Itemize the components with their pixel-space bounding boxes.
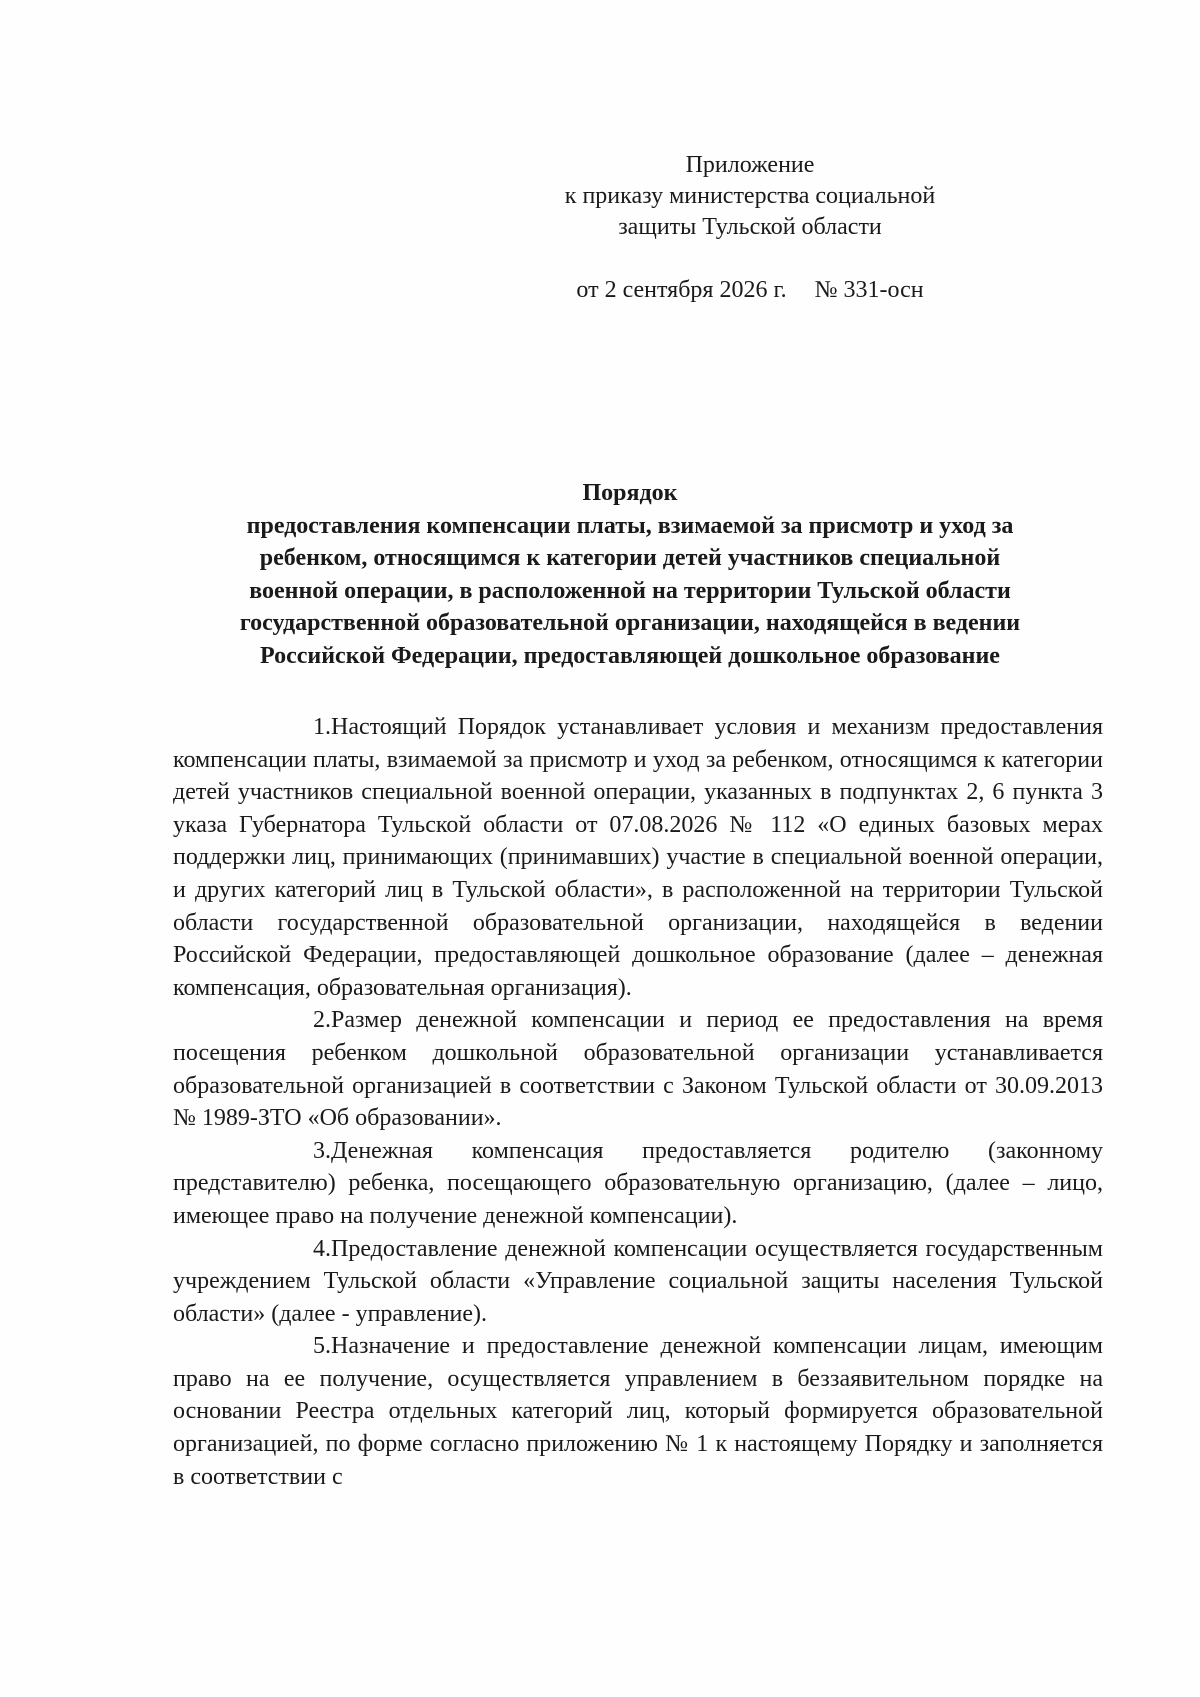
paragraph-number: 3. [313, 1137, 331, 1164]
paragraph-number: 2. [313, 1007, 331, 1034]
annex-header [490, 150, 1010, 306]
document-title [160, 477, 1100, 672]
paragraph-text: Назначение и предоставление денежной компенсации лицам, имеющим право на ее получение, осуществляется управлением в беззаявительном порядке на основании Реестра отдельных категорий лиц, который формируется образовательной организацией, по форме согласно приложению № 1 к настоящему Порядку и заполняется в соответствии с [173, 1333, 1103, 1490]
paragraph-text: Настоящий Порядок устанавливает условия и механизм предоставления компенсации платы, взимаемой за присмотр и уход за ребенком, относящимся к категории детей участников специальной военной операции, указанных в подпунктах 2, 6 пункта 3 указа Губернатора Тульской области от 07.08.2026 № 112 «О единых базовых мерах поддержки лиц, принимающих (принимавших) участие в специальной военной операции, и других категорий лиц в Тульской области», в расположенной на территории Тульской области государственной образовательной организации, находящейся в ведении Российской Федерации, предоставляющей дошкольное образование (далее – денежная компенсация, образовательная организация). [173, 714, 1103, 1001]
order-number: № 331-осн [814, 277, 924, 303]
paragraph-text: Предоставление денежной компенсации осуществляется государственным учреждением Тульской области «Управление социальной защиты населения Тульской области» (далее - управление). [173, 1235, 1103, 1327]
paragraph-number: 4. [313, 1235, 331, 1262]
order-date: от 2 сентября 2026 г. [576, 277, 787, 303]
title-line: ребенком, относящимся к категории детей участников специальной [259, 545, 1001, 571]
document-body [173, 711, 1103, 1493]
paragraph-2 [173, 1004, 1103, 1134]
annex-order-reference: к приказу министерства социальной [564, 183, 936, 209]
paragraph-4 [173, 1233, 1103, 1331]
paragraph-number: 5. [313, 1333, 331, 1360]
paragraph-3 [173, 1135, 1103, 1233]
paragraph-5 [173, 1330, 1103, 1493]
paragraph-1 [173, 711, 1103, 1004]
annex-ministry-name: защиты Тульской области [618, 214, 882, 240]
paragraph-number: 1. [313, 714, 331, 740]
title-heading: Порядок [582, 480, 678, 506]
title-line: государственной образовательной организации, находящейся в ведении [239, 610, 1021, 636]
annex-date-number [490, 275, 1010, 306]
title-line: предоставления компенсации платы, взимаемой за присмотр и уход за [246, 512, 1014, 539]
paragraph-text: Денежная компенсация предоставляется родителю (законному представителю) ребенка, посещающего образовательную организацию, (далее – лицо, имеющее право на получение денежной компенсации). [173, 1137, 1103, 1229]
annex-label: Приложение [685, 152, 815, 178]
title-line: военной операции, в расположенной на территории Тульской области [249, 577, 1011, 604]
paragraph-text: Размер денежной компенсации и период ее предоставления на время посещения ребенком дошкольной образовательной организации устанавливается образовательной организацией в соответствии с Законом Тульской области от 30.09.2013 № 1989-ЗТО «Об образовании». [173, 1007, 1103, 1132]
title-line: Российской Федерации, предоставляющей дошкольное образование [260, 642, 1000, 669]
